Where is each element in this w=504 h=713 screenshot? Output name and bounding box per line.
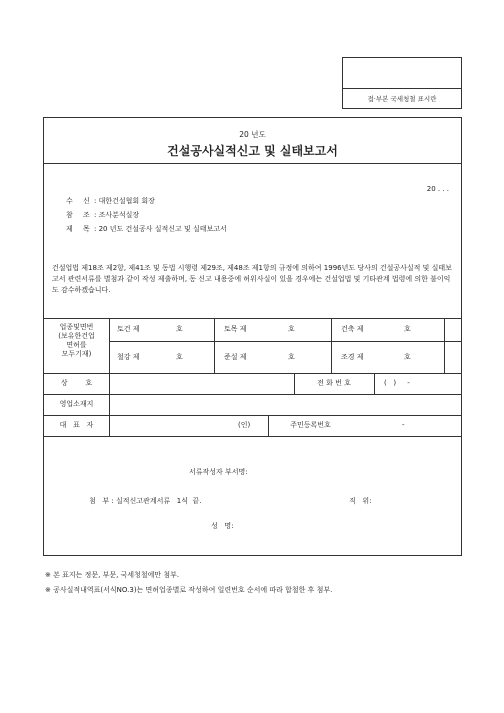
attachment-line: 첨 부 : 실적신고관계서류 1식 끝. <box>89 497 202 505</box>
writer-dept-label: 서류작성자 부서명: <box>189 468 248 476</box>
id-number-label: 주민등록번호 <box>290 421 331 429</box>
year-line: 20 년도 <box>239 130 266 139</box>
license-architecture: 건축 제 <box>341 325 364 333</box>
recipient-value: : 대한건설협회 회장 <box>94 197 155 205</box>
stamp-box <box>342 57 462 109</box>
company-name-label: 상 호 <box>60 379 93 387</box>
license-civil-eng: 토목 제 <box>224 325 247 333</box>
reference-value: : 조사분석실장 <box>94 211 140 219</box>
signer-name-label: 성 명: <box>211 522 234 530</box>
declaration-text: 건설업법 제18조 제2항, 제41조 및 동법 시행령 제29조, 제48조 제1항의 규정에 의하여 1996년도 당사의 건설공사실적 및 실태보고서 관련서류를 별첨과 같이 작성 제출하며, 동 신고 내용중에 허위사실이 있을 경우에는 건설업법 및 기타관계 법령에 의한 불이익도 감수하겠습니다. <box>52 264 452 294</box>
license-architecture-suffix: 호 <box>404 325 411 333</box>
recipient-line <box>66 198 155 205</box>
address-label: 영업소재지 <box>59 400 94 408</box>
license-steel-suffix: 호 <box>176 353 183 361</box>
reference-line <box>66 212 139 219</box>
seal-mark: (인) <box>238 421 251 429</box>
phone-label: 전 화 번 호 <box>317 379 351 387</box>
stamp-label: 접·부본 국세청철 표시란 <box>367 95 437 103</box>
form-title: 건설공사실적신고 및 실태보고서 <box>167 144 338 158</box>
phone-value: ( ) - <box>384 379 410 387</box>
recipient-label: 수 신 <box>66 197 94 205</box>
license-landscape-suffix: 호 <box>404 353 411 361</box>
license-steel: 철강 제 <box>117 353 140 361</box>
license-landscape: 조경 제 <box>341 353 364 361</box>
license-row-header: 업종및면번 (보유한건업 면허를 모두기재) <box>58 323 95 358</box>
report-date: 20 . . . <box>426 185 449 193</box>
note-1: ※ 본 표지는 정문, 부문, 국세청철에만 첨부. <box>45 571 180 579</box>
reference-label: 참 조 <box>66 211 94 219</box>
representative-label: 대 표 자 <box>59 421 94 429</box>
license-civil-eng-suffix: 호 <box>288 325 295 333</box>
position-label: 직 위: <box>349 497 372 505</box>
subject-label: 제 목 <box>66 225 94 233</box>
license-civil-building: 토건 제 <box>117 325 140 333</box>
subject-line <box>66 226 227 233</box>
report-form <box>43 117 462 556</box>
id-number-value: - <box>402 421 405 429</box>
license-dredging: 준설 제 <box>224 353 247 361</box>
license-dredging-suffix: 호 <box>288 353 295 361</box>
note-2: ※ 공사실적내역표(서식NO.3)는 면허업종별로 작성하여 일련번호 순서에 따라 합철한 후 첨부. <box>45 586 333 594</box>
subject-value: : 20 년도 건설공사 실적신고 및 실태보고서 <box>94 225 227 233</box>
license-civil-building-suffix: 호 <box>176 325 183 333</box>
